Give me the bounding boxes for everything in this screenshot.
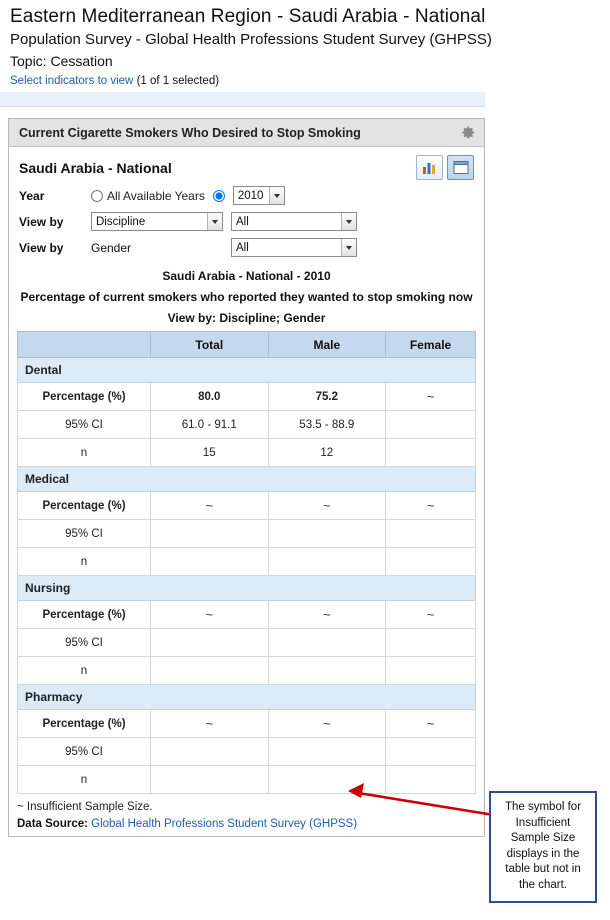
table-cell: 80.0: [151, 383, 269, 411]
table-group-label: Nursing: [18, 576, 476, 601]
data-table: [17, 331, 476, 794]
indicator-selection-line: [10, 75, 602, 87]
table-row: [18, 601, 476, 629]
table-header-total: Total: [151, 332, 269, 358]
year-label: Year: [19, 188, 45, 203]
table-row: [18, 439, 476, 467]
viewby1-select[interactable]: [91, 212, 223, 231]
table-row-label: Percentage (%): [18, 492, 151, 520]
table-cell: [386, 439, 476, 467]
table-row-label: 95% CI: [18, 738, 151, 766]
table-cell: [151, 520, 269, 548]
table-row-label: n: [18, 657, 151, 685]
table-group-label: Medical: [18, 467, 476, 492]
table-cell: 75.2: [268, 383, 386, 411]
table-cell: ~: [151, 492, 269, 520]
year-select[interactable]: [233, 186, 285, 205]
table-group-row: [18, 358, 476, 383]
table-cell: 15: [151, 439, 269, 467]
table-body: [18, 358, 476, 794]
table-cell: ~: [386, 492, 476, 520]
bar-chart-icon[interactable]: [416, 155, 443, 180]
table-cell: [268, 548, 386, 576]
table-cell: [268, 657, 386, 685]
table-header-female: Female: [386, 332, 476, 358]
viewby2-label: View by: [19, 240, 64, 255]
table-row-label: Percentage (%): [18, 601, 151, 629]
data-source-link[interactable]: Global Health Professions Student Survey (GHPSS): [91, 818, 358, 830]
all-years-radio-wrap[interactable]: [91, 189, 205, 203]
table-group-row: [18, 576, 476, 601]
table-cell: 53.5 - 88.9: [268, 411, 386, 439]
viewby1-select-value: Discipline: [96, 215, 146, 228]
table-cell: [268, 766, 386, 794]
table-row: [18, 548, 476, 576]
table-cell: [386, 411, 476, 439]
viewby1-filter-select[interactable]: [231, 212, 357, 231]
table-row-label: n: [18, 548, 151, 576]
callout-box: [489, 791, 597, 903]
table-group-row: [18, 467, 476, 492]
year-select-value: 2010: [237, 189, 264, 202]
table-row: [18, 657, 476, 685]
table-cell: [151, 657, 269, 685]
table-cell: [151, 738, 269, 766]
single-year-radio-wrap[interactable]: [213, 190, 225, 202]
panel-title: Current Cigarette Smokers Who Desired to Stop Smoking: [19, 125, 361, 140]
gear-icon[interactable]: [461, 125, 476, 140]
table-cell: ~: [268, 492, 386, 520]
table-row-label: 95% CI: [18, 520, 151, 548]
table-caption: [17, 269, 476, 325]
table-cell: ~: [386, 383, 476, 411]
all-years-label: All Available Years: [107, 188, 205, 203]
table-group-label: Pharmacy: [18, 685, 476, 710]
page-title: Eastern Mediterranean Region - Saudi Arabia - National: [10, 6, 486, 27]
table-cell: [151, 629, 269, 657]
all-years-radio[interactable]: [91, 190, 103, 202]
year-control-row: [19, 186, 476, 205]
table-cell: ~: [268, 601, 386, 629]
footnote: ~ Insufficient Sample Size.: [17, 801, 153, 813]
chevron-down-icon: [207, 213, 222, 230]
table-cell: 61.0 - 91.1: [151, 411, 269, 439]
table-cell: 12: [268, 439, 386, 467]
indicator-panel: [8, 118, 485, 837]
table-row: [18, 520, 476, 548]
table-cell: ~: [386, 710, 476, 738]
table-cell: [386, 520, 476, 548]
table-cell: [386, 629, 476, 657]
table-cell: [268, 629, 386, 657]
table-row: [18, 383, 476, 411]
table-cell: ~: [268, 710, 386, 738]
caption-line-2: Percentage of current smokers who reported they wanted to stop smoking now: [20, 290, 473, 304]
table-cell: [386, 548, 476, 576]
table-header-row: [18, 332, 476, 358]
panel-body: [9, 147, 484, 836]
viewby-gender-row: [19, 238, 476, 257]
viewby-discipline-row: [19, 212, 476, 231]
caption-line-3: View by: Discipline; Gender: [167, 311, 326, 325]
viewby1-label: View by: [19, 214, 64, 229]
table-header-male: Male: [268, 332, 386, 358]
callout-text: The symbol for Insufficient Sample Size displays in the table but not in the chart.: [504, 801, 582, 891]
table-cell: [151, 766, 269, 794]
table-cell: [386, 766, 476, 794]
viewby2-filter-select[interactable]: [231, 238, 357, 257]
page-subtitle: Population Survey - Global Health Professions Student Survey (GHPSS): [10, 30, 492, 48]
table-row-label: Percentage (%): [18, 710, 151, 738]
single-year-radio[interactable]: [213, 190, 225, 202]
panel-titlebar: [9, 119, 484, 147]
table-row-label: 95% CI: [18, 629, 151, 657]
table-icon[interactable]: [447, 155, 474, 180]
table-footer: [17, 801, 476, 830]
table-row: [18, 492, 476, 520]
table-row-label: 95% CI: [18, 411, 151, 439]
table-group-row: [18, 685, 476, 710]
table-cell: [151, 548, 269, 576]
view-toggle-group: [416, 155, 474, 180]
table-row: [18, 738, 476, 766]
table-row-label: Percentage (%): [18, 383, 151, 411]
viewby1-filter-value: All: [236, 215, 249, 228]
page-header: [0, 0, 610, 87]
table-cell: [268, 738, 386, 766]
indicator-count: (1 of 1 selected): [136, 74, 220, 87]
chevron-down-icon: [269, 187, 284, 204]
table-cell: ~: [386, 601, 476, 629]
table-header-corner: [18, 332, 151, 358]
table-row: [18, 629, 476, 657]
header-blue-band: [0, 92, 485, 107]
table-row-label: n: [18, 439, 151, 467]
table-cell: [386, 738, 476, 766]
select-indicators-link[interactable]: Select indicators to view: [10, 74, 134, 87]
page-topic: Topic: Cessation: [10, 52, 113, 69]
chevron-down-icon: [341, 213, 356, 230]
table-row: [18, 766, 476, 794]
data-source-line: [17, 818, 476, 830]
viewby2-value: Gender: [91, 240, 132, 255]
table-group-label: Dental: [18, 358, 476, 383]
caption-line-1: Saudi Arabia - National - 2010: [162, 269, 331, 283]
table-row: [18, 710, 476, 738]
table-cell: [268, 520, 386, 548]
table-row-label: n: [18, 766, 151, 794]
panel-subhead: Saudi Arabia - National: [19, 159, 172, 176]
table-cell: [386, 657, 476, 685]
viewby2-filter-value: All: [236, 241, 249, 254]
table-cell: ~: [151, 601, 269, 629]
table-cell: ~: [151, 710, 269, 738]
chevron-down-icon: [341, 239, 356, 256]
table-row: [18, 411, 476, 439]
panel-subhead-row: [17, 147, 476, 186]
data-source-label: Data Source:: [17, 818, 88, 830]
